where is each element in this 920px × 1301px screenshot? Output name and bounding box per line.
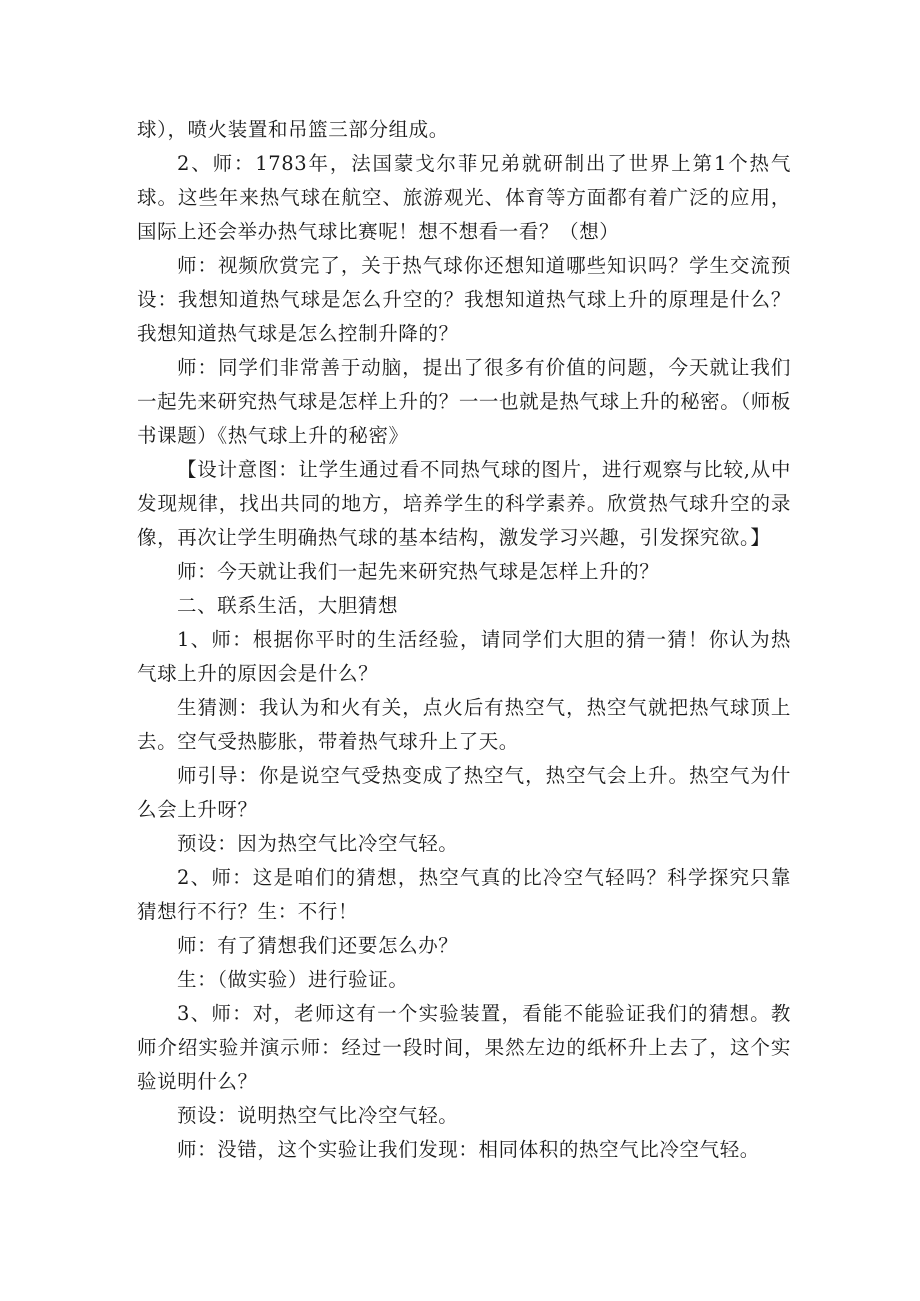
paragraph-design-intent: 【设计意图：让学生通过看不同热气球的图片，进行观察与比较,从中发现规律，找出共同的地方，培养学生的科学素养。欣赏热气球升空的录像，再次让学生明确热气球的基本结构，激发学习兴趣，引发探究欲。】: [137, 458, 791, 549]
paragraph-research-question: 师：今天就让我们一起先来研究热气球是怎样上升的？: [177, 560, 660, 583]
paragraph-video-questions: 师：视频欣赏完了，关于热气球你还想知道哪些知识吗？学生交流预设：我想知道热气球是怎么升空的？我想知道热气球上升的原理是什么？我想知道热气球是怎么控制升降的？: [137, 254, 791, 345]
paragraph-guess-prompt: 1、师：根据你平时的生活经验，请同学们大胆的猜一猜！你认为热气球上升的原因会是什么？: [137, 628, 791, 685]
paragraph-experiment-answer: 生：（做实验）进行验证。: [177, 968, 409, 991]
section-heading-guess: 二、联系生活，大胆猜想: [177, 594, 399, 617]
document-body: [137, 113, 791, 1167]
paragraph-experiment-result: 预设：说明热空气比冷空气轻。: [177, 1104, 459, 1127]
paragraph-next-step: 师：有了猜想我们还要怎么办？: [177, 934, 459, 957]
paragraph-verify-question: 2、师：这是咱们的猜想，热空气真的比冷空气轻吗？科学探究只靠猜想行不行？生：不行！: [137, 866, 791, 923]
paragraph-continuation: 球），喷火装置和吊篮三部分组成。: [137, 118, 449, 141]
paragraph-lesson-topic: 师：同学们非常善于动脑，提出了很多有价值的问题，今天就让我们一起先来研究热气球是怎样上升的？一一也就是热气球上升的秘密。（师板书课题）《热气球上升的秘密》: [137, 356, 791, 447]
paragraph-conclusion: 师：没错，这个实验让我们发现：相同体积的热空气比冷空气轻。: [177, 1138, 760, 1161]
paragraph-student-guess: 生猜测：我认为和火有关，点火后有热空气，热空气就把热气球顶上去。空气受热膨胀，带着热气球升上了天。: [137, 696, 791, 753]
paragraph-teacher-guide: 师引导：你是说空气受热变成了热空气，热空气会上升。热空气为什么会上升呀？: [137, 764, 791, 821]
paragraph-experiment-demo: 3、师：对，老师这有一个实验装置，看能不能验证我们的猜想。教师介绍实验并演示师：经过一段时间，果然左边的纸杯升上去了，这个实验说明什么？: [137, 1002, 791, 1093]
paragraph-history: 2、师：1783年，法国蒙戈尔菲兄弟就研制出了世界上第1个热气球。这些年来热气球在航空、旅游观光、体育等方面都有着广泛的应用，国际上还会举办热气球比赛呢！想不想看一看？（想）: [137, 152, 791, 243]
paragraph-preset-answer: 预设：因为热空气比冷空气轻。: [177, 832, 459, 855]
